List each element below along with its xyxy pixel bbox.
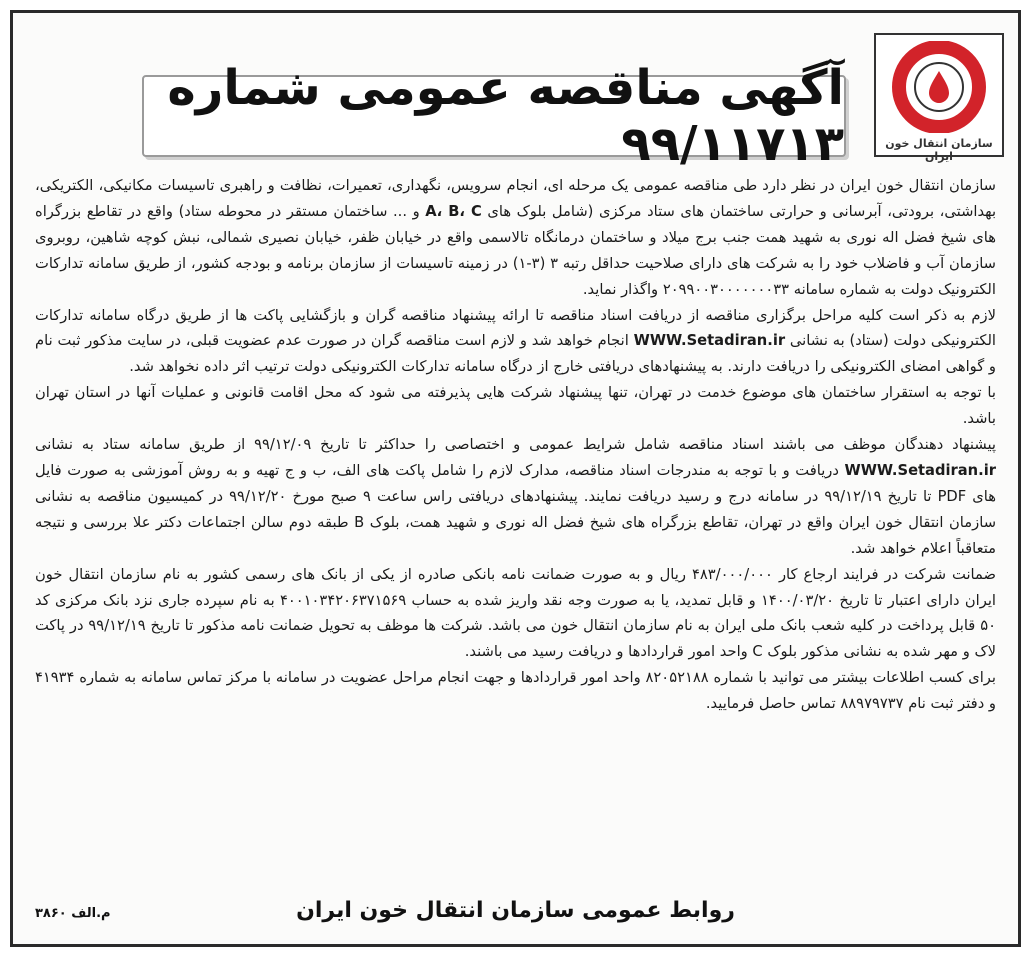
headline-banner	[142, 60, 846, 172]
paragraph-scope: سازمان انتقال خون ایران در نظر دارد طی مناقصه عمومی یک مرحله ای، انجام سرویس، نگهداری، تعمیرات، نظافت و راهبری تاسیسات مکانیکی، الکتریکی، بهداشتی، برودتی، آبرسانی و حرارتی ساختمان های ستاد مرکزی (شامل بلوک های A، B، C و ... ساختمان مستقر در محوطه ستاد) واقع در تقاطع بزرگراه های شیخ فضل اله نوری به شهید همت جنب برج میلاد و ساختمان درمانگاه تالاسمی واقع در خیابان ظفر، خیابان نصیری شمالی، نبش کوچه شاهین، روبروی سازمان آب و فاضلاب خود را به شرکت های دارای صلاحیت حداقل رتبه ۳ (۳-۱) در زمینه تاسیسات از سازمان برنامه و بودجه کشور، از طریق سامانه تدارکات الکترونیک دولت به شماره سامانه ۲۰۹۹۰۰۳۰۰۰۰۰۰۰۳۳ واگذار نماید.	[35, 177, 997, 298]
blood-drop-logo-icon	[889, 41, 989, 133]
setadiran-link[interactable]: WWW.Setadiran.ir	[844, 461, 996, 479]
paragraph-guarantee: ضمانت شرکت در فرایند ارجاع کار ۴۸۳/۰۰۰/۰۰۰ ریال و به صورت ضمانت نامه بانکی صادره از یکی از بانک های رسمی کشور به نام سازمان انتقال خون ایران دارای اعتبار تا تاریخ ۱۴۰۰/۰۳/۲۰ و قابل تمدید، یا به صورت وجه نقد واریز شده به حساب ۴۰۰۱۰۳۴۲۰۶۳۷۱۵۶۹ به نام سپرده جاری نزد بانک مرکزی کد ۵۰ قابل پرداخت در کلیه شعب بانک ملی ایران به نام سازمان انتقال خون می باشد. شرکت ها موظف به تحویل ضمانت نامه مذکور تا تاریخ ۹۹/۱۲/۱۹ در پاکت لاک و مهر شده به نشانی مذکور بلوک C واحد امور قراردادها و دریافت رسید می باشند.	[35, 565, 997, 661]
building-blocks: A، B، C	[425, 202, 482, 220]
paragraph-location: با توجه به استقرار ساختمان های موضوع خدمت در تهران، تنها پیشنهاد شرکت هایی پذیرفته می شود که محل اقامت قانونی و عملیات آنها در استان تهران باشد.	[35, 384, 996, 428]
notice-code: م.الف ۳۸۶۰	[35, 906, 111, 921]
tender-notice	[10, 10, 1021, 947]
paragraph-contact: برای کسب اطلاعات بیشتر می توانید با شماره ۸۲۰۵۲۱۸۸ واحد امور قراردادها و جهت انجام مراحل عضویت در سامانه با مرکز تماس سامانه به شماره ۴۱۹۳۴ و دفتر ثبت نام ۸۸۹۷۹۷۳۷ تماس حاصل فرمایید.	[35, 669, 996, 713]
paragraph-documents: پیشنهاد دهندگان موظف می باشند اسناد مناقصه شامل شرایط عمومی و اختصاصی را حداکثر تا تاریخ ۹۹/۱۲/۰۹ از طریق سامانه ستاد به نشانی WWW.Setadiran.ir دریافت و با توجه به مندرجات اسناد مناقصه، مدارک لازم را شامل پاکت های الف، ب و ج تهیه و به روش آموزشی به صورت فایل های PDF تا تاریخ ۹۹/۱۲/۱۹ در سامانه درج و رسید دریافت نمایند. پیشنهادهای دریافتی راس ساعت ۹ صبح مورخ ۹۹/۱۲/۲۰ در کمیسیون مناقصه به نشانی سازمان انتقال خون ایران واقع در تهران، تقاطع بزرگراه های شیخ فضل اله نوری و شهید همت، بلوک B طبقه دوم سالن اجتماعات دکتر علا بررسی و نتیجه متعاقباً اعلام خواهد شد.	[35, 436, 996, 557]
organization-logo	[874, 33, 1004, 163]
signature: روابط عمومی سازمان انتقال خون ایران	[296, 898, 735, 923]
logo-caption: سازمان انتقال خون ایران	[885, 137, 993, 163]
notice-body	[35, 173, 996, 717]
page-title: آگهی مناقصه عمومی شماره ۹۹/۱۱۷۱۳	[167, 60, 844, 172]
notice-footer	[35, 898, 996, 932]
paragraph-procedure: لازم به ذکر است کلیه مراحل برگزاری مناقصه از دریافت اسناد مناقصه تا ارائه پیشنهاد مناقصه گران و بازگشایی پاکت ها از طریق درگاه سامانه تدارکات الکترونیکی دولت (ستاد) به نشانی WWW.Setadiran.ir انجام خواهد شد و لازم است مناقصه گران در صورت عدم عضویت قبلی، در سایت مذکور ثبت نام و گواهی امضای الکترونیکی را دریافت دارند. به پیشنهادهای دریافتی خارج از درگاه سامانه تدارکات الکترونیکی دولت ترتیب اثر داده نخواهد شد.	[35, 306, 997, 376]
setadiran-link[interactable]: WWW.Setadiran.ir	[633, 332, 786, 350]
